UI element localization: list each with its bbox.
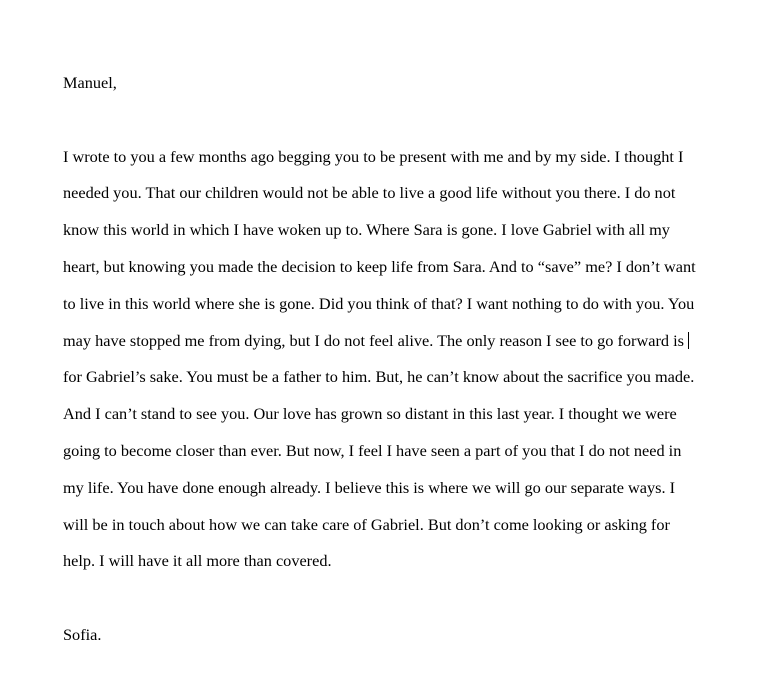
- text-cursor: [688, 332, 689, 349]
- blank-line: [63, 106, 713, 143]
- body-line: may have stopped me from dying, but I do not feel alive. The only reason I see to go forward is: [63, 330, 684, 350]
- body-line: help. I will have it all more than covered.: [63, 551, 332, 571]
- salutation: Manuel,: [63, 73, 117, 92]
- body-line: know this world in which I have woken up to. Where Sara is gone. I love Gabriel with all my: [63, 220, 670, 240]
- body-line: I wrote to you a few months ago begging you to be present with me and by my side. I thought I: [63, 146, 684, 166]
- signature: Sofia.: [63, 624, 102, 644]
- body-line: for Gabriel’s sake. You must be a father to him. But, he can’t know about the sacrifice you made.: [63, 367, 695, 387]
- body-line: And I can’t stand to see you. Our love has grown so distant in this last year. I thought we were: [63, 404, 677, 424]
- blank-line: [63, 584, 713, 621]
- body-line: will be in touch about how we can take care of Gabriel. But don’t come looking or asking for: [63, 514, 670, 534]
- body-line: needed you. That our children would not be able to live a good life without you there. I do not: [63, 183, 676, 203]
- body-line: to live in this world where she is gone. Did you think of that? I want nothing to do with you. You: [63, 293, 695, 313]
- body-line-with-cursor: [63, 327, 713, 364]
- body-line: my life. You have done enough already. I believe this is where we will go our separate ways. I: [63, 477, 676, 497]
- body-line: going to become closer than ever. But now, I feel I have seen a part of you that I do not need in: [63, 440, 682, 460]
- body-line: heart, but knowing you made the decision to keep life from Sara. And to “save” me? I don’t want: [63, 256, 696, 276]
- letter-body[interactable]: [63, 69, 713, 658]
